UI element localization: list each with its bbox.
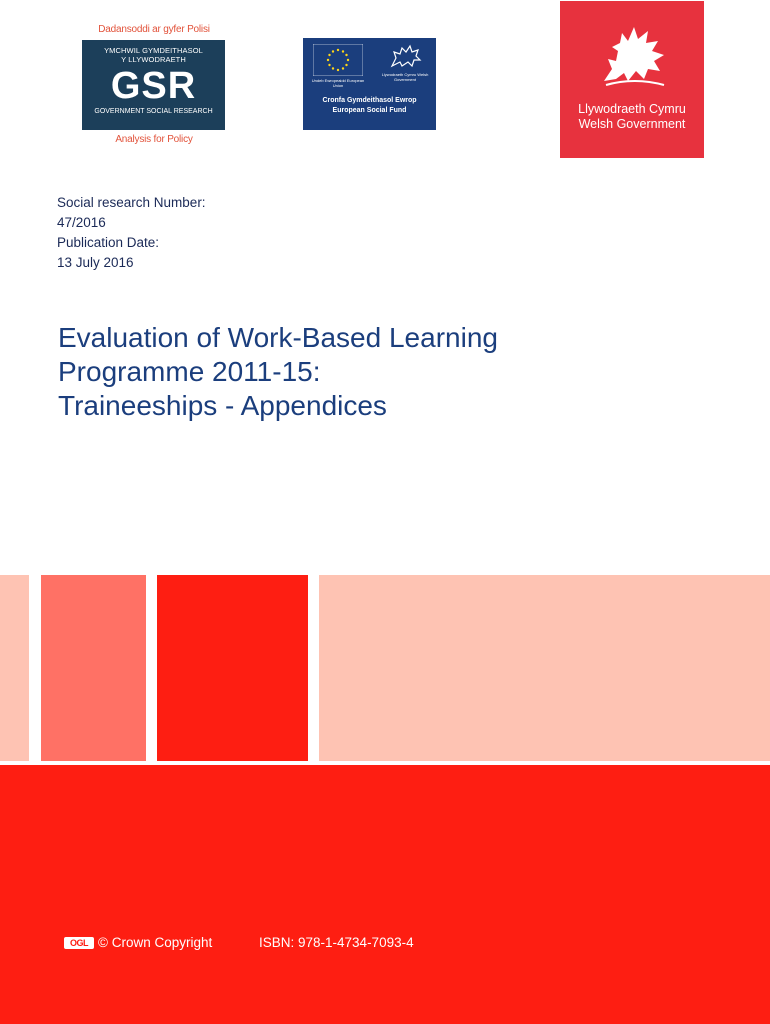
gsr-logo bbox=[78, 22, 230, 150]
dragon-icon bbox=[386, 42, 426, 70]
esf-english-name: European Social Fund bbox=[332, 107, 407, 114]
pale-block-right bbox=[319, 575, 770, 761]
ogl-logo: OGL bbox=[64, 937, 94, 949]
eu-flag-icon bbox=[313, 44, 363, 76]
eu-caption: Undeb Ewropeaidd European Union bbox=[311, 78, 365, 88]
title-line-1: Evaluation of Work-Based Learning bbox=[58, 322, 498, 353]
research-number-label: Social research Number: bbox=[57, 195, 206, 210]
publication-date-value: 13 July 2016 bbox=[57, 255, 134, 270]
welsh-dragon-icon bbox=[594, 21, 672, 91]
salmon-block bbox=[41, 575, 146, 761]
gsr-english-tagline: Analysis for Policy bbox=[115, 134, 193, 145]
gsr-english-line: GOVERNMENT SOCIAL RESEARCH bbox=[94, 108, 213, 115]
report-title bbox=[58, 321, 498, 423]
publication-date-label: Publication Date: bbox=[57, 235, 160, 250]
esf-welsh-name: Cronfa Gymdeithasol Ewrop bbox=[322, 97, 417, 104]
isbn: ISBN: 978-1-4734-7093-4 bbox=[259, 935, 414, 950]
pale-block-left bbox=[0, 575, 29, 761]
title-line-2: Programme 2011-15: bbox=[58, 356, 321, 387]
gsr-welsh-line-1: YMCHWIL GYMDEITHASOL bbox=[104, 46, 203, 55]
research-number-value: 47/2016 bbox=[57, 215, 106, 230]
wg-welsh-name: Llywodraeth Cymru bbox=[578, 102, 686, 116]
red-block bbox=[157, 575, 308, 761]
gsr-welsh-tagline: Dadansoddi ar gyfer Polisi bbox=[98, 24, 210, 35]
gsr-logo-box bbox=[82, 40, 225, 130]
wg-caption: Llywodraeth Cymru Welsh Government bbox=[381, 72, 429, 82]
wg-english-name: Welsh Government bbox=[578, 117, 686, 131]
esf-logo bbox=[303, 38, 436, 130]
gsr-welsh-line-2: Y LLYWODRAETH bbox=[121, 55, 186, 64]
welsh-government-logo bbox=[560, 1, 704, 158]
crown-copyright: © Crown Copyright bbox=[98, 935, 213, 950]
footer-band bbox=[0, 765, 770, 1024]
gsr-letters: GSR bbox=[110, 65, 197, 107]
title-line-3: Traineeships - Appendices bbox=[58, 390, 387, 421]
